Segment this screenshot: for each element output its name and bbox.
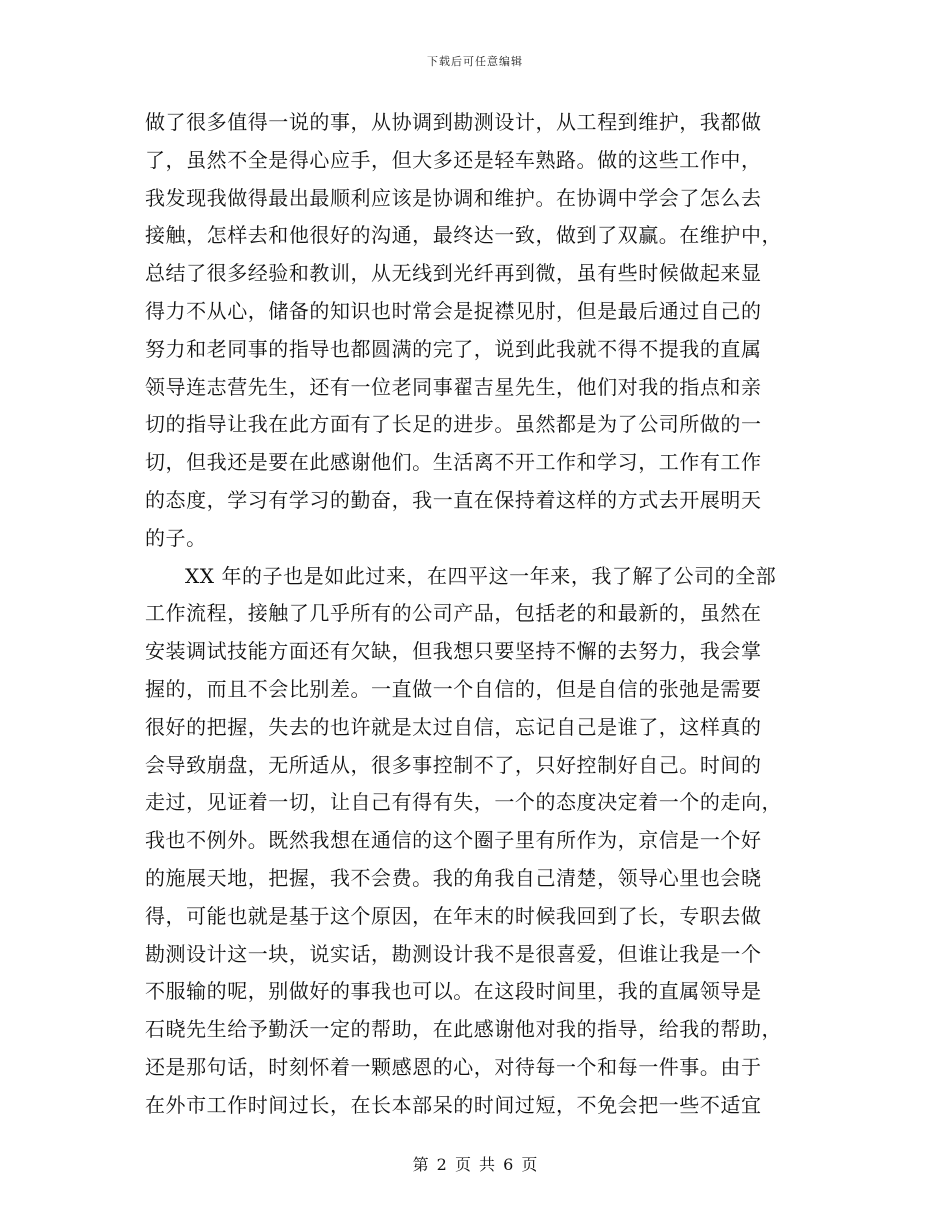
paragraph-2	[145, 558, 807, 1125]
text-line: 很好的把握，失去的也许就是太过自信，忘记自己是谁了，这样真的	[145, 714, 762, 739]
text-line: 接触，怎样去和他很好的沟通，最终达一致，做到了双赢。在维护中，	[145, 223, 783, 248]
text-line: 我发现我做得最出最顺利应该是协调和维护。在协调中学会了怎么去	[145, 185, 762, 210]
text-line: 安装调试技能方面还有欠缺，但我想只要坚持不懈的去努力，我会掌	[145, 639, 762, 664]
text-line: 会导致崩盘，无所适从，很多事控制不了，只好控制好自己。时间的	[145, 752, 762, 777]
text-line: 切的指导让我在此方面有了长足的进步。虽然都是为了公司所做的一	[145, 412, 762, 437]
text-line: 的施展天地，把握，我不会费。我的角我自己清楚，领导心里也会晓	[145, 865, 762, 890]
text-line: 我也不例外。既然我想在通信的这个圈子里有所作为，京信是一个好	[145, 828, 762, 853]
text-line: 不服输的呢，别做好的事我也可以。在这段时间里，我的直属领导是	[145, 979, 762, 1004]
text-line: 了，虽然不全是得心应手，但大多还是轻车熟路。做的这些工作中，	[145, 147, 762, 172]
text-line: 领导连志营先生，还有一位老同事翟吉星先生，他们对我的指点和亲	[145, 374, 762, 399]
text-line: 的态度，学习有学习的勤奋，我一直在保持着这样的方式去开展明天	[145, 487, 762, 512]
text-line: 还是那句话，时刻怀着一颗感恩的心，对待每一个和每一件事。由于	[145, 1054, 762, 1079]
text-line: 努力和老同事的指导也都圆满的完了，说到此我就不得不提我的直属	[145, 336, 762, 361]
text-line: 的子。	[145, 525, 207, 550]
text-line: 握的，而且不会比别差。一直做一个自信的，但是自信的张弛是需要	[145, 676, 762, 701]
text-line: 石晓先生给予勤沃一定的帮助，在此感谢他对我的指导，给我的帮助，	[145, 1017, 783, 1042]
paragraph-1	[145, 104, 807, 558]
text-line: 得力不从心，储备的知识也时常会是捉襟见肘，但是最后通过自己的	[145, 298, 762, 323]
text-line: 切，但我还是要在此感谢他们。生活离不开工作和学习，工作有工作	[145, 450, 762, 475]
document-body	[145, 104, 807, 1125]
text-line: 做了很多值得一说的事，从协调到勘测设计，从工程到维护，我都做	[145, 110, 762, 134]
text-line: 在外市工作时间过长，在长本部呆的时间过短，不免会把一些不适宜	[145, 1092, 762, 1117]
text-line: 总结了很多经验和教训，从无线到光纤再到微，虽有些时候做起来显	[145, 261, 762, 286]
text-line: 得，可能也就是基于这个原因，在年末的时候我回到了长，专职去做	[145, 903, 762, 928]
text-line: 走过，见证着一切，让自己有得有失，一个的态度决定着一个的走向，	[145, 790, 783, 815]
page-header: 下载后可任意编辑	[427, 55, 523, 68]
text-line: 勘测设计这一块，说实话，勘测设计我不是很喜爱，但谁让我是一个	[145, 941, 762, 966]
page-footer: 第 2 页 共 6 页	[412, 1155, 538, 1174]
text-line: XX 年的子也是如此过来，在四平这一年来，我了解了公司的全部	[185, 563, 777, 588]
text-line: 工作流程，接触了几乎所有的公司产品，包括老的和最新的，虽然在	[145, 601, 762, 626]
